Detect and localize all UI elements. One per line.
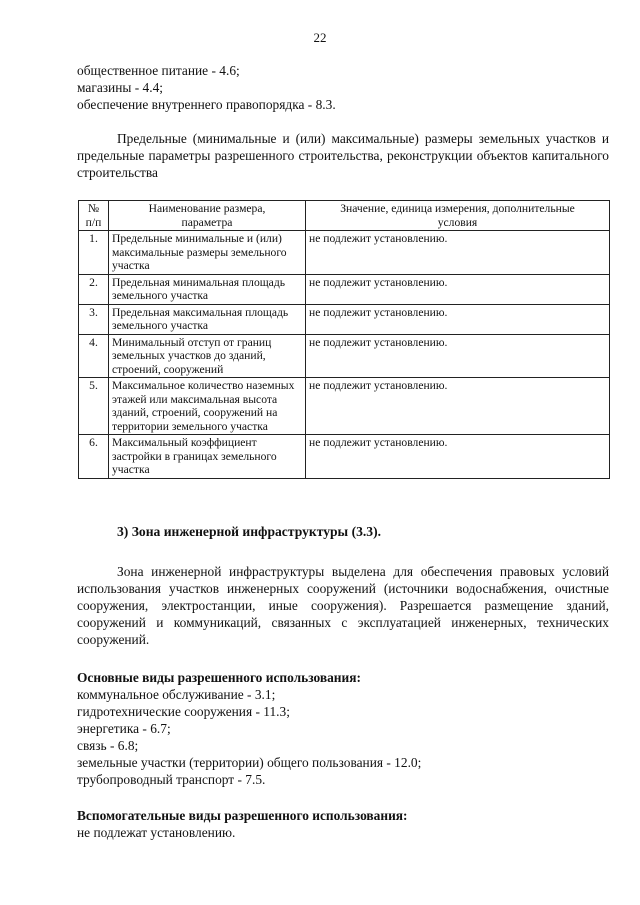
row-number: 3. [79, 304, 109, 334]
header-number [79, 201, 109, 231]
list-item: общественное питание - 4.6; [77, 63, 240, 78]
header-number-line1: № [87, 202, 100, 215]
aux-uses-section [77, 807, 609, 841]
row-number: 5. [79, 378, 109, 435]
row-name: Минимальный отступ от границ земельных участков до зданий, строений, сооружений [109, 334, 306, 378]
row-name: Предельная максимальная площадь земельного участка [109, 304, 306, 334]
header-name-line1: Наименование размера, [148, 202, 266, 215]
list-item: магазины - 4.4; [77, 80, 163, 95]
zone-paragraph: Зона инженерной инфраструктуры выделена для обеспечения правовых условий использования участков инженерных сооружений (источники водоснабжения, очистные сооружения, электростанции, иные сооружения). Разрешается размещение зданий, сооружений и коммуникаций, связанных с эксплуатацией инженерных, технических сооружений. [77, 564, 609, 647]
table-row [79, 334, 610, 378]
row-value: не подлежит установлению. [306, 274, 610, 304]
aux-uses-text: не подлежат установлению. [77, 825, 236, 840]
aux-uses-title: Вспомогательные виды разрешенного использования: [77, 808, 408, 823]
header-value-line1: Значение, единица измерения, дополнительные [340, 202, 575, 215]
row-value: не подлежит установлению. [306, 304, 610, 334]
list-item: трубопроводный транспорт - 7.5. [77, 772, 266, 787]
row-value: не подлежит установлению. [306, 435, 610, 479]
table-row [79, 231, 610, 275]
list-item: энергетика - 6.7; [77, 721, 171, 736]
parameters-table [78, 200, 610, 479]
row-value: не подлежит установлению. [306, 378, 610, 435]
row-number: 1. [79, 231, 109, 275]
row-number: 4. [79, 334, 109, 378]
table-row [79, 378, 610, 435]
limits-paragraph: Предельные (минимальные и (или) максимальные) размеры земельных участков и предельные параметры разрешенного строительства, реконструкции объектов капитального строительства [77, 131, 609, 180]
header-value [306, 201, 610, 231]
table-row [79, 304, 610, 334]
main-uses-title: Основные виды разрешенного использования: [77, 670, 361, 685]
list-item: земельные участки (территории) общего пользования - 12.0; [77, 755, 422, 770]
row-name: Предельные минимальные и (или) максимальные размеры земельного участка [109, 231, 306, 275]
table-header-row [79, 201, 610, 231]
list-item: обеспечение внутреннего правопорядка - 8.3. [77, 97, 336, 112]
row-value: не подлежит установлению. [306, 334, 610, 378]
top-use-list [77, 62, 609, 113]
row-name: Максимальный коэффициент застройки в границах земельного участка [109, 435, 306, 479]
row-name: Максимальное количество наземных этажей или максимальная высота зданий, строений, сооружений на территории земельного участка [109, 378, 306, 435]
zone-heading: 3) Зона инженерной инфраструктуры (3.3). [117, 524, 382, 539]
row-value: не подлежит установлению. [306, 231, 610, 275]
table-row [79, 435, 610, 479]
main-uses-section [77, 669, 609, 788]
table-row [79, 274, 610, 304]
list-item: коммунальное обслуживание - 3.1; [77, 687, 276, 702]
row-name: Предельная минимальная площадь земельного участка [109, 274, 306, 304]
header-number-line2: п/п [85, 215, 102, 229]
list-item: гидротехнические сооружения - 11.3; [77, 704, 290, 719]
row-number: 6. [79, 435, 109, 479]
header-name [109, 201, 306, 231]
page-number: 22 [313, 30, 327, 45]
header-name-line2: параметра [181, 215, 233, 229]
row-number: 2. [79, 274, 109, 304]
list-item: связь - 6.8; [77, 738, 139, 753]
header-value-line2: условия [437, 215, 478, 229]
